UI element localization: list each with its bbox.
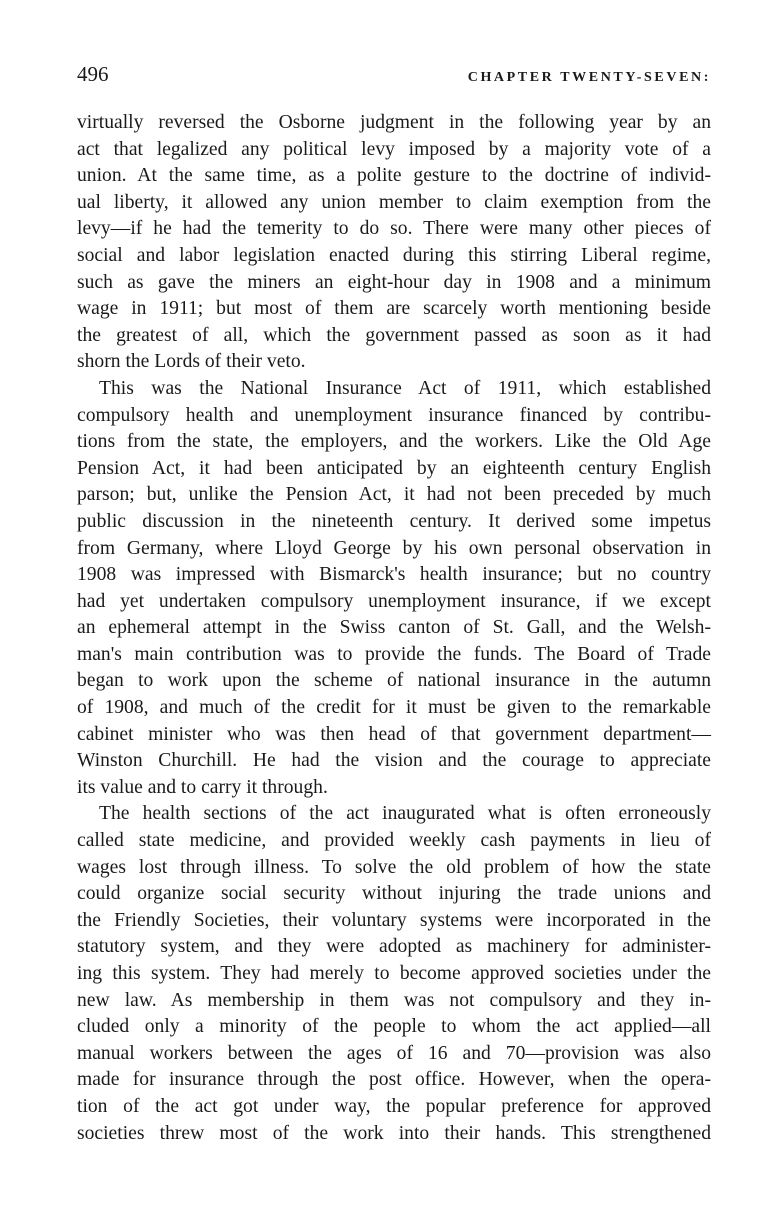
text-line: social and labor legislation enacted during this stirring Liberal regime, — [77, 244, 711, 266]
text-line: public discussion in the nineteenth century. It derived some impetus — [77, 510, 711, 532]
text-line: man's main contribution was to provide the funds. The Board of Trade — [77, 643, 711, 665]
page-number: 496 — [77, 62, 109, 86]
text-line: cabinet minister who was then head of that government department— — [77, 723, 711, 745]
text-line: an ephemeral attempt in the Swiss canton of St. Gall, and the Welsh- — [77, 617, 711, 639]
text-line: its value and to carry it through. — [77, 776, 328, 798]
text-line: The health sections of the act inaugurated what is often erroneously — [99, 803, 711, 825]
text-line: new law. As membership in them was not compulsory and they in- — [77, 989, 711, 1011]
text-line: the Friendly Societies, their voluntary systems were incorporated in the — [77, 909, 711, 931]
text-line: levy—if he had the temerity to do so. There were many other pieces of — [77, 218, 711, 240]
text-line: cluded only a minority of the people to whom the act applied—all — [77, 1016, 711, 1038]
text-line: union. At the same time, as a polite gesture to the doctrine of individ- — [77, 165, 711, 187]
text-line: statutory system, and they were adopted as machinery for administer- — [77, 936, 711, 958]
paragraph — [77, 376, 711, 802]
text-line: Winston Churchill. He had the vision and the courage to appreciate — [77, 750, 711, 772]
text-line: ual liberty, it allowed any union member to claim exemption from the — [77, 191, 711, 213]
text-line: wages lost through illness. To solve the old problem of how the state — [77, 856, 711, 878]
text-line: 1908 was impressed with Bismarck's health insurance; but no country — [77, 564, 711, 586]
text-line: made for insurance through the post office. However, when the opera- — [77, 1069, 711, 1091]
text-line: had yet undertaken compulsory unemployment insurance, if we except — [77, 590, 711, 612]
text-line: manual workers between the ages of 16 and 70—provision was also — [77, 1042, 711, 1064]
text-line: of 1908, and much of the credit for it must be given to the remarkable — [77, 697, 711, 719]
text-line: the greatest of all, which the government passed as soon as it had — [77, 324, 711, 346]
paragraph — [77, 801, 711, 1147]
text-line: called state medicine, and provided weekly cash payments in lieu of — [77, 830, 711, 852]
text-line: wage in 1911; but most of them are scarcely worth mentioning beside — [77, 298, 711, 320]
text-line: act that legalized any political levy imposed by a majority vote of a — [77, 138, 711, 160]
text-line: such as gave the miners an eight-hour day in 1908 and a minimum — [77, 271, 711, 293]
text-line: parson; but, unlike the Pension Act, it had not been preceded by much — [77, 484, 711, 506]
chapter-title: CHAPTER TWENTY-SEVEN: — [467, 70, 711, 85]
text-line: ing this system. They had merely to become approved societies under the — [77, 963, 711, 984]
paragraph — [77, 110, 711, 376]
text-line: This was the National Insurance Act of 1911, which established — [99, 377, 711, 399]
text-line: Pension Act, it had been anticipated by an eighteenth century English — [77, 457, 711, 479]
text-line: compulsory health and unemployment insurance financed by contribu- — [77, 404, 711, 426]
text-line: tion of the act got under way, the popular preference for approved — [77, 1095, 711, 1117]
text-line: virtually reversed the Osborne judgment in the following year by an — [77, 112, 711, 133]
text-line: could organize social security without injuring the trade unions and — [77, 883, 711, 905]
book-page — [77, 62, 711, 1147]
text-line: began to work upon the scheme of national insurance in the autumn — [77, 670, 711, 692]
text-line: shorn the Lords of their veto. — [77, 351, 306, 373]
body-text — [77, 110, 711, 1147]
text-line: from Germany, where Lloyd George by his own personal observation in — [77, 537, 711, 559]
text-line: societies threw most of the work into their hands. This strengthened — [77, 1122, 711, 1144]
text-line: tions from the state, the employers, and the workers. Like the Old Age — [77, 431, 711, 453]
running-head — [77, 62, 711, 96]
